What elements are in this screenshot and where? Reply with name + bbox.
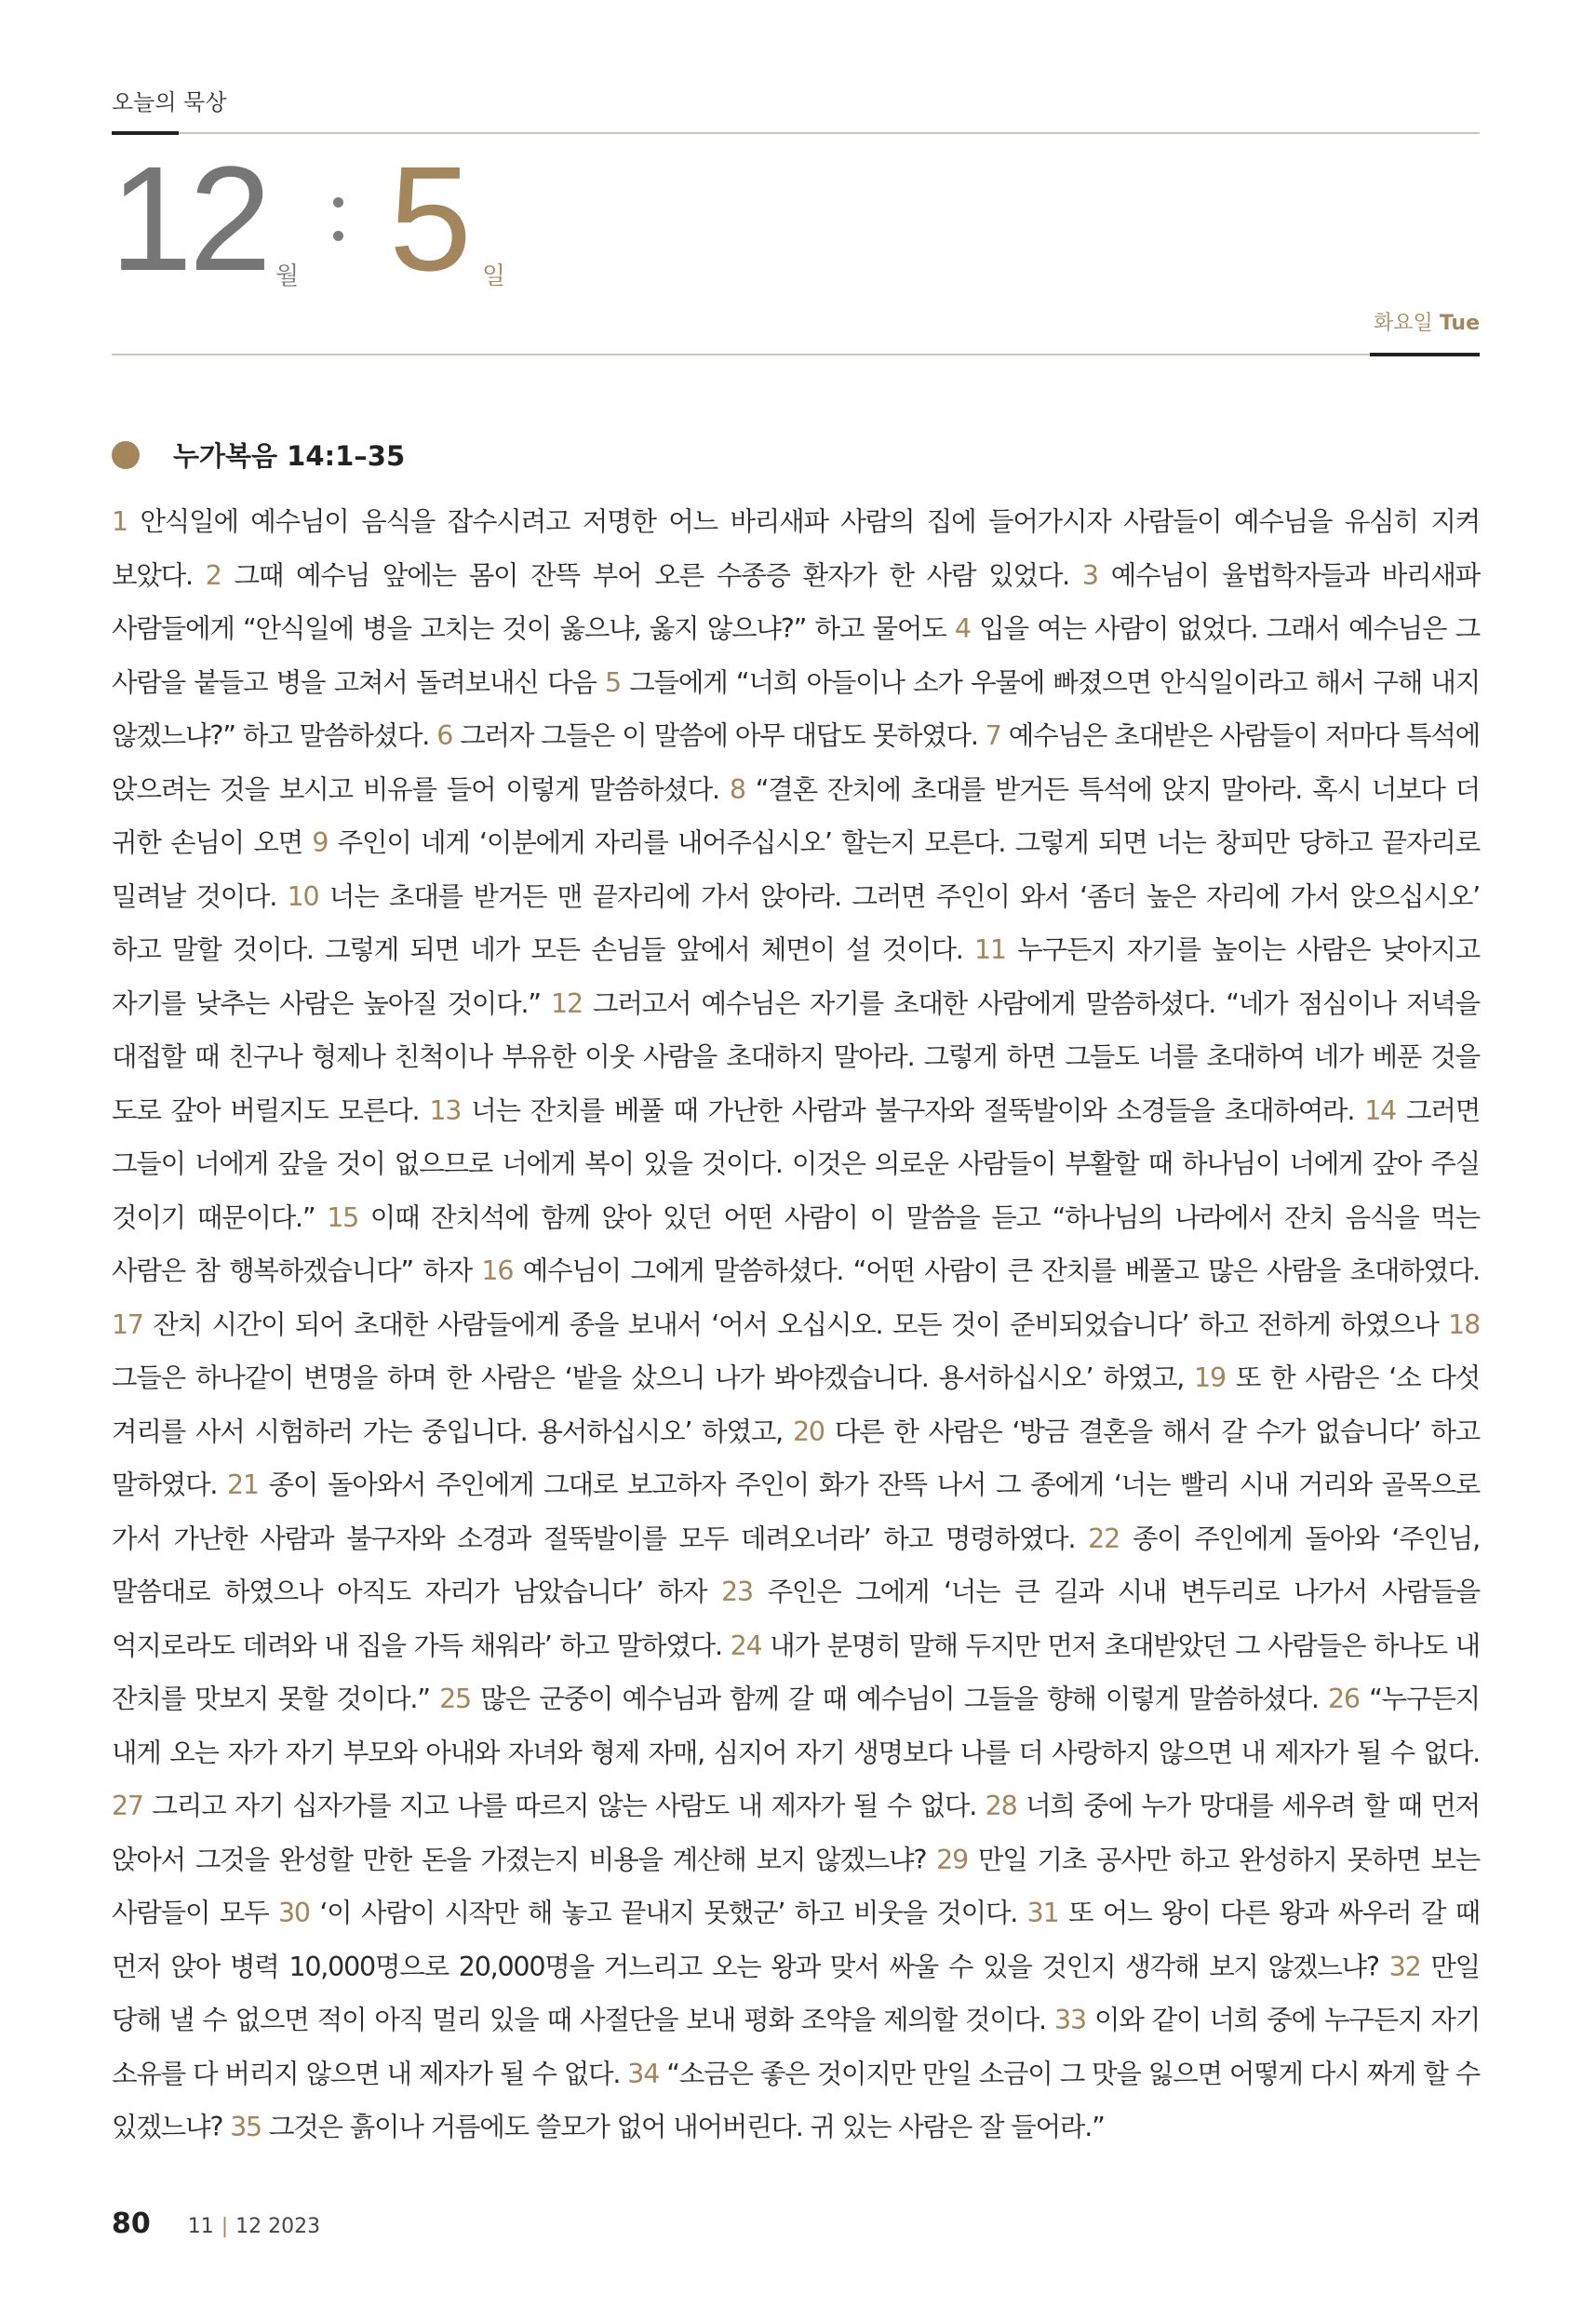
verse-number: 8 <box>729 773 745 805</box>
verse <box>230 2112 1105 2142</box>
verse-number: 7 <box>985 720 1001 751</box>
verse-text: 그러면 그들이 너에게 갚을 것이 없으므로 너에게 복이 있을 것이다. 이것은 의로운 사람들이 부활할 때 하나님이 너에게 갚아 주실 것이기 때문이다.” <box>112 1094 1481 1233</box>
verse-number: 5 <box>604 666 621 698</box>
verse <box>112 1309 1439 1340</box>
verse-number: 25 <box>439 1684 471 1714</box>
verse-text: 또 어느 왕이 다른 왕과 싸우러 갈 때 먼저 앉아 병력 10,000명으로 20,000명을 거느리고 오는 왕과 맞서 싸울 수 있을 것인지 생각해 보지 않겠느냐? <box>112 1898 1480 1982</box>
verse-text: 예수님은 초대받은 사람들이 저마다 특석에 앉으려는 것을 보시고 비유를 들어 이렇게 말씀하셨다. <box>112 720 1480 805</box>
verse-number: 31 <box>1026 1898 1059 1928</box>
verse-text: 너는 잔치를 베풀 때 가난한 사람과 불구자와 절뚝발이와 소경들을 초대하여라. <box>471 1094 1355 1126</box>
verse <box>429 1095 1354 1126</box>
weekday <box>1374 307 1480 336</box>
verse-number: 21 <box>226 1469 259 1500</box>
verse-text: 주인이 네게 ‘이분에게 자리를 내어주십시오’ 할는지 모른다. 그렇게 되면 너는 창피만 당하고 끝자리로 밀려날 것이다. <box>112 827 1481 912</box>
verse-text: 만일 기초 공사만 하고 완성하지 못하면 보는 사람들이 모두 <box>112 1844 1481 1928</box>
verse-text: 다른 한 사람은 ‘방금 결혼을 해서 갈 수가 없습니다’ 하고 말하였다. <box>112 1416 1480 1500</box>
verse-number: 9 <box>312 827 329 858</box>
verse-text: “결혼 잔치에 초대를 받거든 특석에 앉지 말아라. 혹시 너보다 더 귀한 손님이 오면 <box>112 773 1480 858</box>
verse-number: 28 <box>985 1791 1017 1821</box>
verse-number: 30 <box>277 1898 310 1928</box>
issue-separator: | <box>221 2215 229 2238</box>
verse <box>439 1684 1319 1714</box>
verse-text: 너희 중에 누가 망대를 세우려 할 때 먼저 앉아서 그것을 완성할 만한 돈을 가졌는지 비용을 계산해 보지 않겠느냐? <box>112 1791 1481 1875</box>
verse-text: 그리고 자기 십자가를 지고 나를 따르지 않는 사람도 내 제자가 될 수 없다. <box>152 1791 977 1821</box>
top-divider <box>112 132 1480 134</box>
verse-text: 주인은 그에게 ‘너는 큰 길과 시내 변두리로 나가서 사람들을 억지로라도 데려와 내 집을 가득 채워라’ 하고 말하였다. <box>112 1577 1480 1661</box>
verse-number: 14 <box>1364 1094 1397 1126</box>
verse-text: 그러고서 예수님은 자기를 초대한 사람에게 말씀하셨다. “네가 점심이나 저녁을 대접할 때 친구나 형제나 친척이나 부유한 이웃 사람을 초대하지 말아라. 그렇게 하면 그들도 너를 초대하여 네가 베푼 것을 도로 갚아 버릴지도 모른다. <box>112 987 1481 1126</box>
verse <box>436 720 978 751</box>
verse-text: ‘이 사람이 시작만 해 놓고 끝내지 못했군’ 하고 비웃을 것이다. <box>319 1898 1018 1928</box>
verse-text: 그러자 그들은 이 말씀에 아무 대답도 못하였다. <box>460 720 978 751</box>
verse-text: 만일 당해 낼 수 없으면 적이 아직 멀리 있을 때 사절단을 보내 평화 조약을 제의할 것이다. <box>112 1951 1481 2035</box>
verse-number: 17 <box>112 1308 143 1340</box>
date-month-unit: 월 <box>275 262 300 290</box>
issue-period: 12 2023 <box>235 2215 321 2238</box>
footer <box>112 2207 320 2240</box>
verse-text: 너는 초대를 받거든 맨 끝자리에 가서 앉아라. 그러면 주인이 와서 ‘좀더 높은 자리에 가서 앉으십시오’ 하고 말할 것이다. 그렇게 되면 네가 모든 손님들 앞에서 체면이 설 것이다. <box>112 880 1481 965</box>
verse-text: 예수님이 율법학자들과 바리새파 사람들에게 “안식일에 병을 고치는 것이 옳으냐, 옳지 않으냐?” 하고 물어도 <box>112 559 1481 644</box>
verse-text: 내가 분명히 말해 두지만 먼저 초대받았던 그 사람들은 하나도 내 잔치를 맛보지 못할 것이다.” <box>112 1630 1481 1714</box>
date-month: 12 <box>110 135 268 302</box>
verse-number: 18 <box>1448 1308 1481 1340</box>
verse-number: 27 <box>112 1791 143 1821</box>
verse-text: 안식일에 예수님이 음식을 잡수시려고 저명한 어느 바리새파 사람의 집에 들어가시자 사람들이 예수님을 유심히 지켜 보았다. <box>112 506 1480 591</box>
verse-text: 누구든지 자기를 높이는 사람은 낮아지고 자기를 낮추는 사람은 높아질 것이다.” <box>112 934 1480 1019</box>
verse-text: 이때 잔치석에 함께 앉아 있던 어떤 사람이 이 말씀을 듣고 “하나님의 나라에서 잔치 음식을 먹는 사람은 참 행복하겠습니다” 하자 <box>112 1201 1480 1286</box>
verse-text: “누구든지 내게 오는 자가 자기 부모와 아내와 자녀와 형제 자매, 심지어 자기 생명보다 나를 더 사랑하지 않으면 내 제자가 될 수 없다. <box>112 1684 1480 1768</box>
verse-number: 12 <box>551 987 583 1019</box>
verse-number: 11 <box>973 934 1006 965</box>
verse-number: 2 <box>205 559 221 591</box>
verse-text: 또 한 사람은 ‘소 다섯 겨리를 사서 시험하러 가는 중입니다. 용서하십시오’ 하였고, <box>112 1362 1481 1447</box>
verse-text: 잔치 시간이 되어 초대한 사람들에게 종을 보내서 ‘어서 오십시오. 모든 것이 준비되었습니다’ 하고 전하게 하였으나 <box>153 1308 1439 1340</box>
verse-text: 많은 군중이 예수님과 함께 갈 때 예수님이 그들을 향해 이렇게 말씀하셨다. <box>480 1684 1319 1714</box>
verse-number: 33 <box>1054 2005 1086 2035</box>
verse-text: 그때 예수님 앞에는 몸이 잔뜩 부어 오른 수종증 환자가 한 사람 있었다. <box>234 559 1070 591</box>
verse-number: 24 <box>730 1630 762 1661</box>
issue-month: 11 <box>187 2215 214 2238</box>
bullet-dot-icon <box>112 441 140 469</box>
verse-number: 26 <box>1327 1684 1360 1714</box>
passage-title: 누가복음 14:1–35 <box>173 440 406 472</box>
section-label: 오늘의 묵상 <box>112 89 227 115</box>
verse-number: 22 <box>1088 1523 1120 1554</box>
verse-number: 4 <box>954 613 971 644</box>
verse <box>112 1791 976 1821</box>
verse-text: 이와 같이 너희 중에 누구든지 자기 소유를 다 버리지 않으면 내 제자가 될 수 없다. <box>112 2005 1481 2089</box>
verse-number: 10 <box>287 880 319 912</box>
verse-number: 20 <box>792 1416 825 1447</box>
date-day: 5 <box>389 135 472 302</box>
scripture-text <box>112 495 1480 2154</box>
passage-heading <box>112 436 405 474</box>
verse-text: “소금은 좋은 것이지만 만일 소금이 그 맛을 잃으면 어떻게 다시 짜게 할 수 있겠느냐? <box>112 2058 1481 2142</box>
verse-number: 19 <box>1194 1362 1226 1393</box>
verse <box>481 1255 1480 1286</box>
header-divider-accent <box>1370 353 1480 356</box>
verse-text: 예수님이 그에게 말씀하셨다. “어떤 사람이 큰 잔치를 베풀고 많은 사람을 초대하였다. <box>522 1255 1481 1286</box>
verse-text: 그것은 흙이나 거름에도 쓸모가 없어 내어버린다. 귀 있는 사람은 잘 들어라.” <box>268 2112 1105 2142</box>
verse-number: 1 <box>112 506 127 537</box>
verse-number: 34 <box>627 2058 660 2089</box>
verse-number: 3 <box>1081 559 1098 591</box>
verse-text: 입을 여는 사람이 없었다. 그래서 예수님은 그 사람을 붙들고 병을 고쳐서 돌려보내신 다음 <box>112 613 1481 698</box>
verse <box>278 1898 1017 1928</box>
weekday-english: Tue <box>1439 312 1480 335</box>
verse-number: 16 <box>481 1255 514 1286</box>
verse-number: 15 <box>327 1201 359 1233</box>
date-colon <box>333 188 344 255</box>
verse-text: 그들에게 “너희 아들이나 소가 우물에 빠졌으면 안식일이라고 해서 구해 내지 않겠느냐?” 하고 말씀하셨다. <box>112 666 1481 751</box>
page-number: 80 <box>112 2207 151 2240</box>
verse-number: 6 <box>436 720 453 751</box>
header-divider <box>112 354 1480 356</box>
verse-number: 29 <box>936 1844 969 1875</box>
verse <box>206 560 1069 591</box>
verse-number: 13 <box>429 1094 462 1126</box>
verse-number: 35 <box>230 2112 262 2142</box>
verse-number: 23 <box>721 1577 753 1607</box>
date-day-unit: 일 <box>482 262 506 290</box>
verse-text: 그들은 하나같이 변명을 하며 한 사람은 ‘밭을 샀으니 나가 봐야겠습니다. 용서하십시오’ 하였고, <box>112 1362 1185 1393</box>
weekday-korean: 화요일 <box>1374 312 1433 335</box>
verse-text: 종이 돌아와서 주인에게 그대로 보고하자 주인이 화가 잔뜩 나서 그 종에게 ‘너는 빨리 시내 거리와 골목으로 가서 가난한 사람과 불구자와 소경과 절뚝발이를 모두 데려오너라’ 하고 명령하였다. <box>112 1469 1481 1554</box>
verse-text: 종이 주인에게 돌아와 ‘주인님, 말씀대로 하였으나 아직도 자리가 남았습니다’ 하자 <box>112 1523 1481 1607</box>
verse-number: 32 <box>1388 1951 1421 1982</box>
